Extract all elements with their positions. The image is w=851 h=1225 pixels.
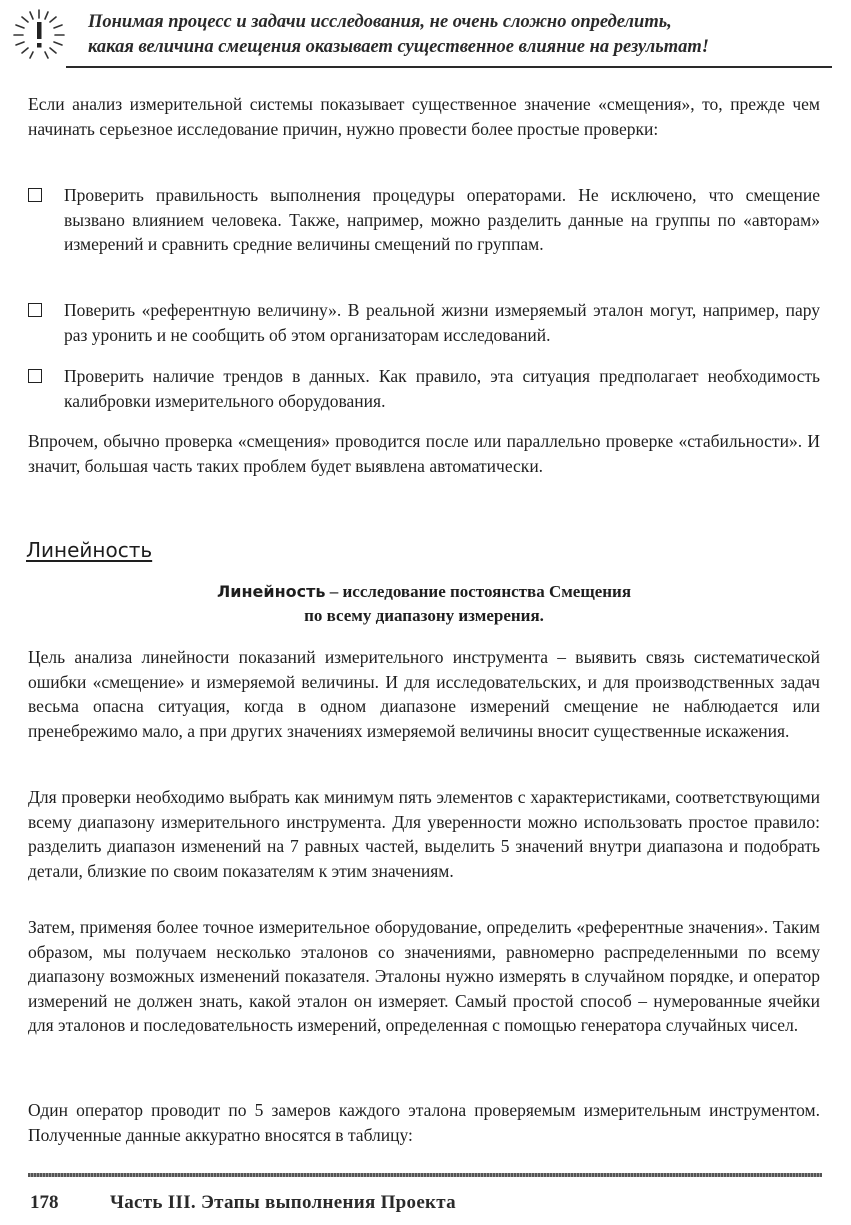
checklist (28, 298, 820, 347)
section-heading: Линейность (26, 538, 153, 562)
checklist-item-text: Проверить правильность выполнения процедуры операторами. Не исключено, что смещение вызвано влиянием человека. Также, например, можно разделить данные на группы по «авторам» измерений и сравнить средние величины смещений по группам. (64, 185, 820, 254)
checklist-item-text: Поверить «референтную величину». В реальной жизни измеряемый эталон могут, например, пару раз уронить и не сообщить об этом организаторам исследований. (64, 300, 820, 345)
running-footer-title: Часть III. Этапы выполнения Проекта (110, 1192, 456, 1213)
lightbulb-icon (10, 8, 68, 60)
paragraph: Для проверки необходимо выбрать как минимум пять элементов с характеристиками, соответствующими всему диапазону измерительного инструмента. Для уверенности можно использовать простое правило: разделить диапазон изменений на 7 равных частей, выделить 5 значений внутри диапазона и подобрать детали, близкие по своим показателям к этим значениям. (28, 787, 820, 881)
note-paragraph: Впрочем, обычно проверка «смещения» проводится после или параллельно проверке «стабильности». И значит, большая часть таких проблем будет выявлена автоматически. (28, 431, 820, 476)
paragraph: Затем, применяя более точное измерительное оборудование, определить «референтные значения». Таким образом, мы получаем несколько эталонов со значениями, равномерно распределенными по всему диапазону возможных изменений показателя. Эталоны нужно измерять в случайном порядке, и оператор измерений не должен знать, какой эталон он измеряет. Самый простой способ – нумерованные ячейки для эталонов и последовательность измерений, определенная с помощью генератора случайных чисел. (28, 917, 820, 1035)
checkbox (28, 303, 42, 317)
definition-text: – исследование постоянства Смещения (325, 582, 632, 601)
checkbox (28, 369, 42, 383)
checklist-item (28, 298, 820, 347)
callout-text (88, 10, 830, 60)
callout-divider (66, 66, 832, 68)
definition-block (28, 580, 820, 628)
checklist-item (28, 364, 820, 413)
checklist (28, 364, 820, 413)
footer-divider (28, 1173, 822, 1177)
definition-line-1 (28, 580, 820, 604)
page-number: 178 (30, 1192, 59, 1213)
checklist (28, 183, 820, 257)
paragraph: Один оператор проводит по 5 замеров каждого эталона проверяемым измерительным инструментом. Полученные данные аккуратно вносятся в таблицу: (28, 1100, 820, 1145)
definition-term: Линейность (216, 582, 326, 601)
intro-paragraph: Если анализ измерительной системы показывает существенное значение «смещения», то, прежде чем начинать серьезное исследование причин, нужно провести более простые проверки: (28, 94, 820, 139)
definition-line-2: по всему диапазону измерения. (304, 606, 544, 625)
callout-line-2: какая величина смещения оказывает существенное влияние на результат! (88, 37, 709, 57)
checkbox (28, 188, 42, 202)
checklist-item-text: Проверить наличие трендов в данных. Как правило, эта ситуация предполагает необходимость калибровки измерительного оборудования. (64, 366, 820, 411)
paragraph: Цель анализа линейности показаний измерительного инструмента – выявить связь систематической ошибки «смещение» и измеряемой величины. И для исследовательских, и для производственных задач весьма опасна ситуация, когда в одном диапазоне измерений смещение не наблюдается или пренебрежимо мало, а при других значениях измеряемой величины вносит существенные искажения. (28, 647, 820, 741)
callout-line-1: Понимая процесс и задачи исследования, не очень сложно определить, (88, 12, 672, 32)
checklist-item (28, 183, 820, 257)
